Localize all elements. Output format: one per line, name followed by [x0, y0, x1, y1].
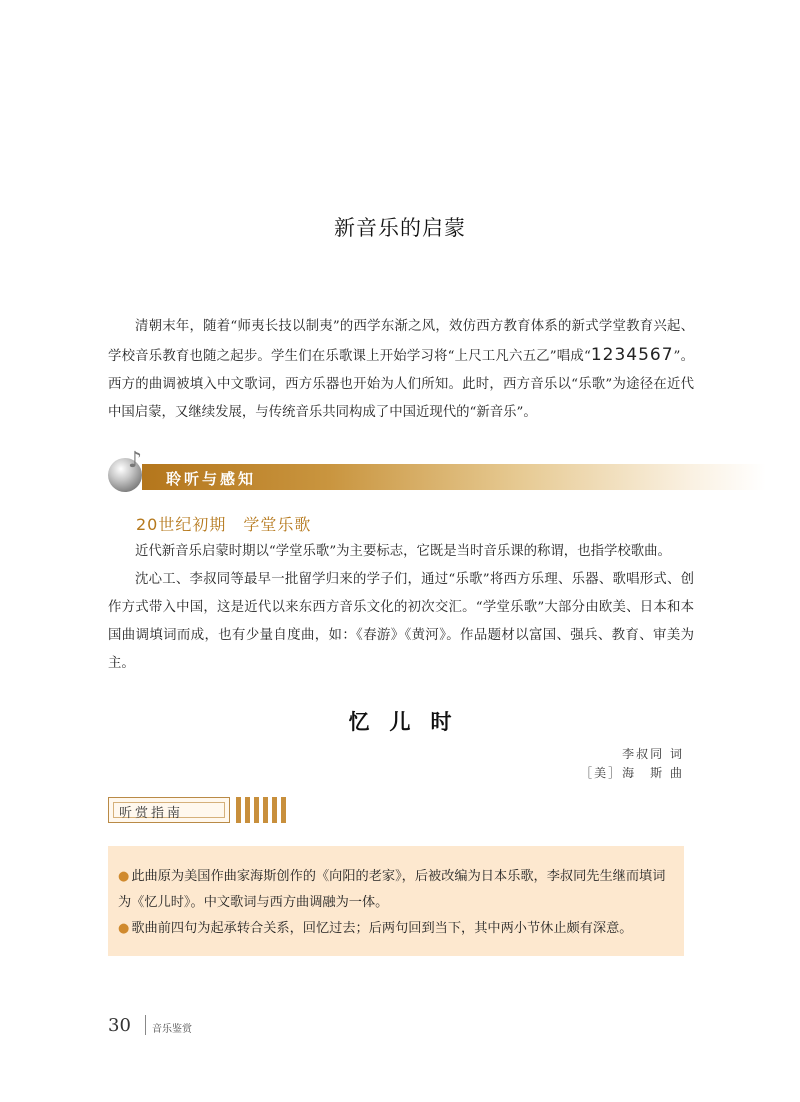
guide-bullet-1	[118, 864, 678, 916]
bullet-dot-icon: ●	[118, 921, 130, 936]
guide-bullet-text-2: 歌曲前四句为起承转合关系，回忆过去；后两句回到当下，其中两小节休止颇有深意。	[131, 921, 633, 936]
guide-box	[108, 846, 684, 956]
composer-credit: ［美］海 斯 曲	[580, 766, 684, 780]
book-name: 音乐鉴赏	[152, 1024, 192, 1035]
decorative-stripes	[236, 797, 296, 823]
guide-tab-label: 听赏指南	[119, 806, 184, 821]
page-title: 新音乐的启蒙	[334, 216, 466, 240]
intro-text-b: ”。西方的曲调被填入中文歌词，西方乐器也开始为人们所知。此时，西方音乐以“乐歌”为途径在近代中国启蒙，又继续发展，与传统音乐共同构成了中国近现代的“新音乐”。	[108, 349, 694, 420]
banner-label: 聆听与感知	[166, 470, 257, 488]
section-heading: 20世纪初期 学堂乐歌	[136, 515, 312, 534]
section-paragraph-1: 近代新音乐启蒙时期以“学堂乐歌”为主要标志，它既是当时音乐课的称谓，也指学校歌曲。	[135, 544, 671, 559]
intro-text-a: 清朝末年，随着“师夷长技以制夷”的西学东渐之风，效仿西方教育体系的新式学堂教育兴起、学校音乐教育也随之起步。学生们在乐歌课上开始学习将“上尺工凡六五乙”唱成“	[108, 319, 694, 364]
guide-bullet-text-1: 此曲原为美国作曲家海斯创作的《向阳的老家》，后被改编为日本乐歌，李叔同先生继而填词为《忆儿时》。中文歌词与西方曲调融为一体。	[118, 869, 666, 910]
intro-paragraph	[108, 313, 694, 427]
music-note-icon: ♪	[128, 448, 143, 473]
lyricist-credit: 李叔同 词	[622, 747, 684, 761]
listen-banner	[108, 448, 768, 494]
bullet-dot-icon: ●	[118, 869, 130, 884]
page-number: 30	[108, 1015, 131, 1036]
intro-notation: 1234567	[590, 345, 674, 365]
section-paragraph-2: 沈心工、李叔同等最早一批留学归来的学子们，通过“乐歌”将西方乐理、乐器、歌唱形式、创作方式带入中国，这是近代以来东西方音乐文化的初次交汇。“学堂乐歌”大部分由欧美、日本和本国曲调填词而成，也有少量自度曲，如：《春游》《黄河》。作品题材以富国、强兵、教育、审美为主。	[108, 572, 694, 671]
song-title: 忆儿时	[348, 710, 472, 734]
guide-bullet-2	[118, 916, 678, 942]
guide-tab	[108, 797, 230, 823]
footer-divider	[145, 1015, 146, 1035]
